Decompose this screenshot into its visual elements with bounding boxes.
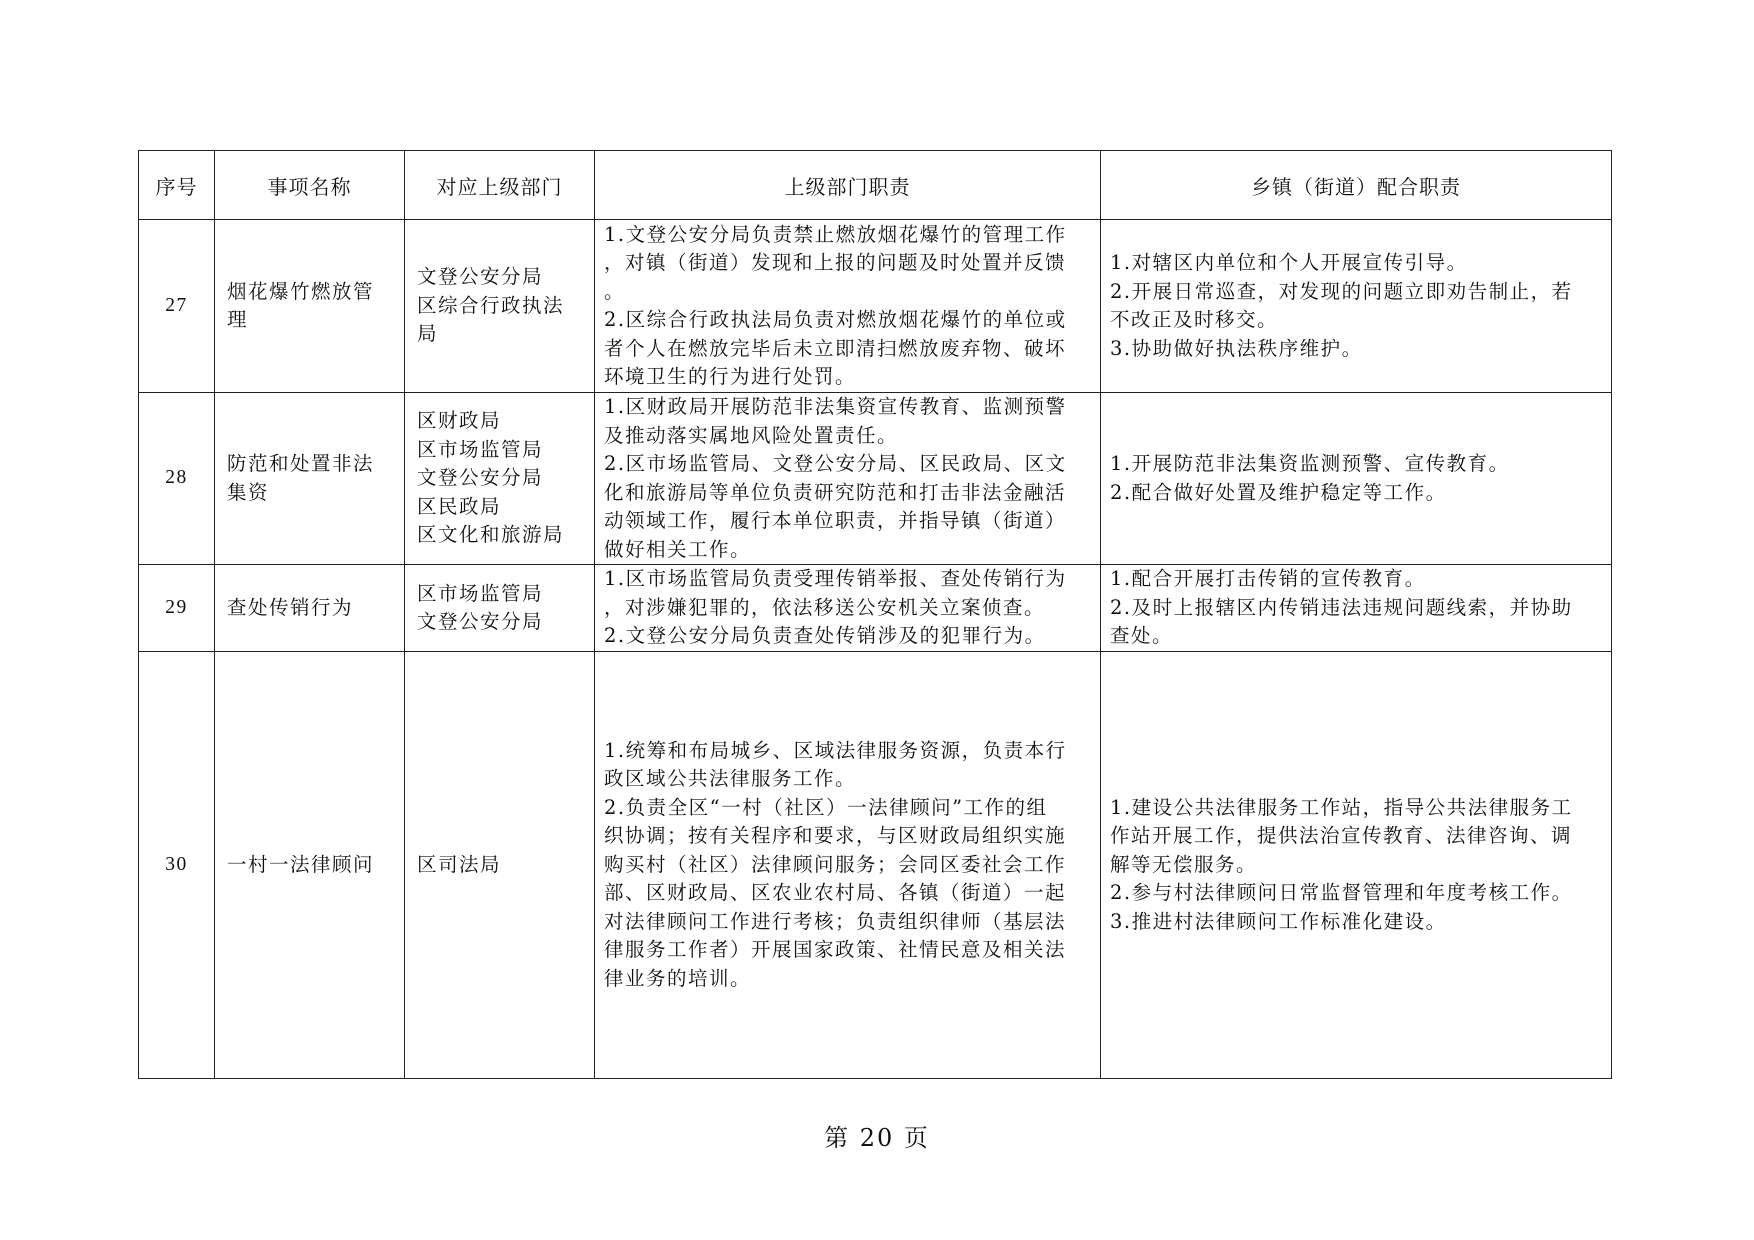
upper-line: 律业务的培训。 (604, 966, 752, 990)
header-no: 序号 (139, 151, 215, 220)
upper-line: ，对涉嫌犯罪的，依法移送公安机关立案侦查。 (604, 595, 1046, 619)
upper-line: 及推动落实属地风险处置责任。 (604, 423, 899, 447)
dept-line: 文登公安分局 (417, 466, 544, 490)
row-dept (405, 565, 595, 652)
upper-line: 。 (604, 279, 626, 303)
dept-line: 文登公安分局 (417, 265, 544, 289)
row-town-duty (1101, 652, 1612, 1079)
upper-line: 2.区综合行政执法局负责对燃放烟花爆竹的单位或 (604, 308, 1067, 331)
table-header-row (139, 151, 1612, 220)
dept-line: 局 (417, 322, 439, 346)
row-no: 30 (139, 652, 215, 1079)
dept-line: 区财政局 (417, 409, 502, 433)
header-dept: 对应上级部门 (405, 151, 595, 220)
name-line: 防范和处置非法 (227, 452, 375, 475)
row-upper-duty (595, 565, 1101, 652)
town-line: 解等无偿服务。 (1110, 852, 1258, 876)
upper-line: 部、区财政局、区农业农村局、各镇（街道）一起 (604, 881, 1067, 905)
dept-line: 区文化和旅游局 (417, 523, 565, 547)
dept-line: 文登公安分局 (417, 610, 544, 633)
upper-line: 律服务工作者）开展国家政策、社情民意及相关法 (604, 938, 1067, 962)
upper-line: 政区域公共法律服务工作。 (604, 767, 857, 791)
header-name: 事项名称 (215, 151, 405, 220)
row-no: 28 (139, 393, 215, 565)
header-town: 乡镇（街道）配合职责 (1101, 151, 1612, 220)
town-line: 不改正及时移交。 (1110, 308, 1279, 331)
upper-line: 1.统筹和布局城乡、区域法律服务资源，负责本行 (604, 738, 1067, 762)
header-upper: 上级部门职责 (595, 151, 1101, 220)
row-upper-duty (595, 652, 1101, 1079)
row-no: 29 (139, 565, 215, 652)
town-line: 2.及时上报辖区内传销违法违规问题线索，并协助 (1110, 595, 1573, 619)
name-line: 一村一法律顾问 (227, 852, 375, 876)
upper-line: 1.文登公安分局负责禁止燃放烟花爆竹的管理工作 (604, 222, 1067, 246)
dept-line: 区市场监管局 (417, 581, 544, 605)
dept-line: 区市场监管局 (417, 437, 544, 461)
duty-table (138, 150, 1612, 1079)
upper-line: 环境卫生的行为进行处罚。 (604, 365, 857, 388)
table-row (139, 220, 1612, 393)
upper-line: 2.文登公安分局负责查处传销涉及的犯罪行为。 (604, 624, 1046, 648)
upper-line: 织协调；按有关程序和要求，与区财政局组织实施 (604, 824, 1067, 848)
row-town-duty (1101, 565, 1612, 652)
row-dept (405, 393, 595, 565)
name-line: 查处传销行为 (227, 595, 354, 619)
upper-line: 购买村（社区）法律顾问服务；会同区委社会工作 (604, 852, 1067, 876)
row-town-duty (1101, 393, 1612, 565)
dept-line: 区综合行政执法 (417, 293, 565, 317)
town-line: 2.参与村法律顾问日常监督管理和年度考核工作。 (1110, 881, 1573, 905)
row-dept (405, 220, 595, 393)
row-name (215, 393, 405, 565)
upper-line: 者个人在燃放完毕后未立即清扫燃放废弃物、破坏 (604, 336, 1067, 360)
table-body (139, 220, 1612, 1079)
upper-line: ，对镇（街道）发现和上报的问题及时处置并反馈 (604, 251, 1067, 274)
town-line: 查处。 (1110, 624, 1174, 648)
upper-line: 做好相关工作。 (604, 537, 752, 561)
upper-line: 化和旅游局等单位负责研究防范和打击非法金融活 (604, 480, 1067, 504)
row-name (215, 652, 405, 1079)
town-line: 3.协助做好执法秩序维护。 (1110, 336, 1363, 360)
row-town-duty (1101, 220, 1612, 393)
town-line: 2.开展日常巡查，对发现的问题立即劝告制止，若 (1110, 279, 1573, 303)
town-line: 1.开展防范非法集资监测预警、宣传教育。 (1110, 452, 1510, 475)
town-line: 1.建设公共法律服务工作站，指导公共法律服务工 (1110, 795, 1573, 819)
town-line: 作站开展工作，提供法治宣传教育、法律咨询、调 (1110, 824, 1573, 848)
name-line: 烟花爆竹燃放管 (227, 279, 375, 303)
upper-line: 1.区市场监管局负责受理传销举报、查处传销行为 (604, 567, 1067, 591)
row-upper-duty (595, 393, 1101, 565)
row-name (215, 220, 405, 393)
town-line: 2.配合做好处置及维护稳定等工作。 (1110, 480, 1447, 504)
name-line: 集资 (227, 480, 270, 504)
table-row (139, 393, 1612, 565)
page-number: 第 20 页 (824, 1124, 930, 1152)
name-line: 理 (227, 308, 249, 331)
row-name (215, 565, 405, 652)
town-line: 1.对辖区内单位和个人开展宣传引导。 (1110, 251, 1468, 274)
town-line: 1.配合开展打击传销的宣传教育。 (1110, 567, 1426, 591)
upper-line: 对法律顾问工作进行考核；负责组织律师（基层法 (604, 909, 1067, 933)
table-row (139, 652, 1612, 1079)
upper-line: 1.区财政局开展防范非法集资宣传教育、监测预警 (604, 395, 1067, 418)
dept-line: 区民政局 (417, 494, 502, 518)
table-row (139, 565, 1612, 652)
town-line: 3.推进村法律顾问工作标准化建设。 (1110, 909, 1447, 933)
row-dept (405, 652, 595, 1079)
row-no: 27 (139, 220, 215, 393)
upper-line: 2.负责全区“一村（社区）一法律顾问”工作的组 (604, 795, 1048, 819)
upper-line: 动领域工作，履行本单位职责，并指导镇（街道） (604, 509, 1067, 532)
upper-line: 2.区市场监管局、文登公安分局、区民政局、区文 (604, 452, 1067, 475)
row-upper-duty (595, 220, 1101, 393)
dept-line: 区司法局 (417, 852, 502, 876)
